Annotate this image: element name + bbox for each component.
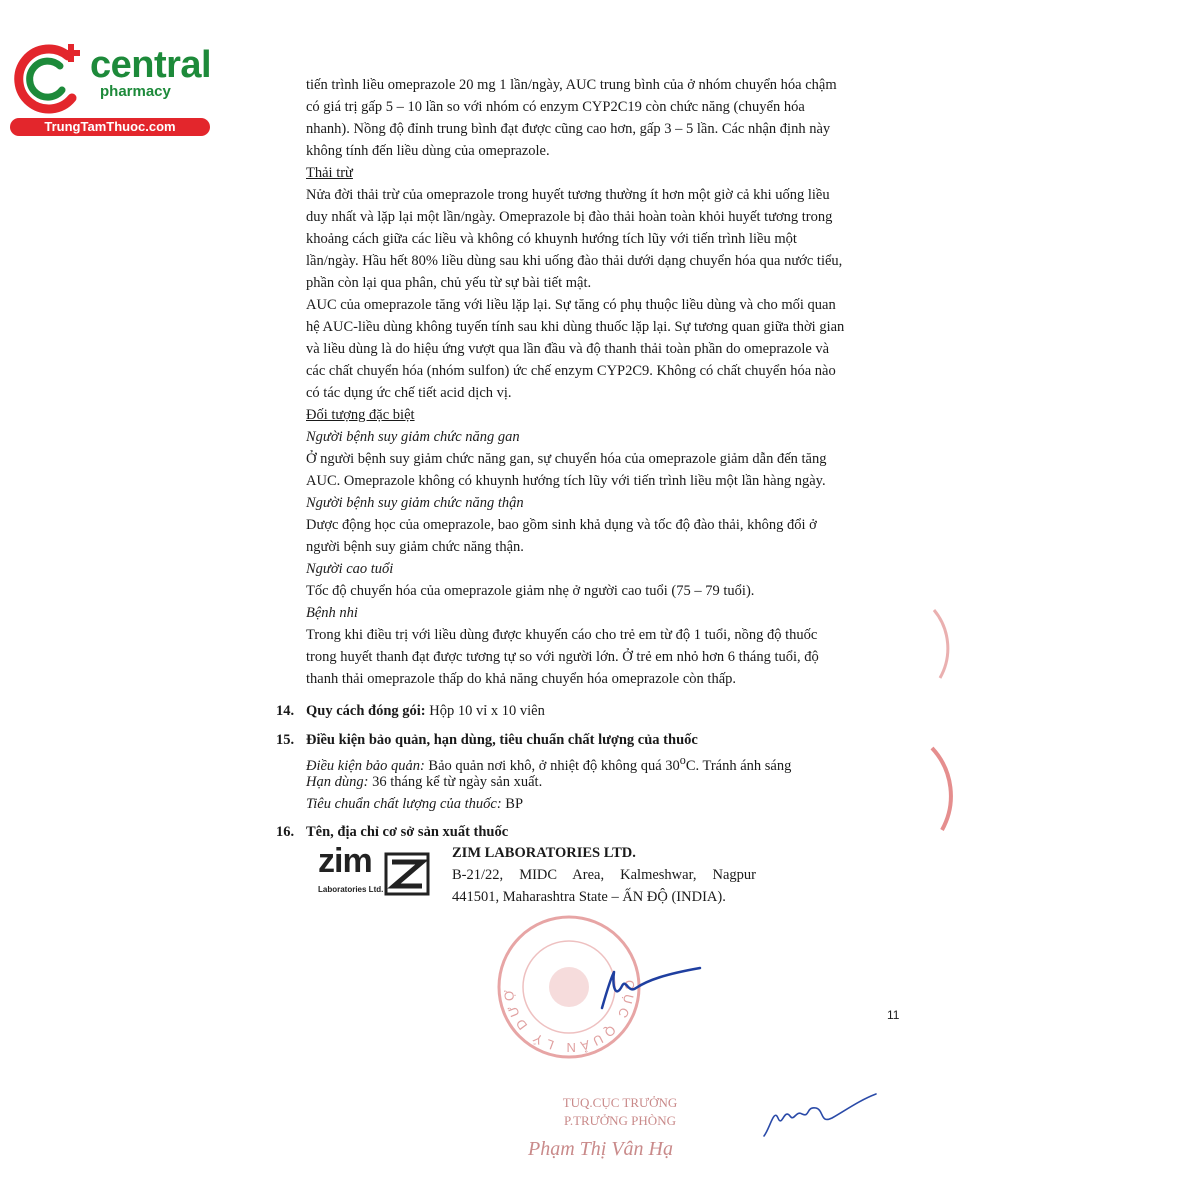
section-title: Quy cách đóng gói: — [306, 703, 426, 719]
address-line-2: 441501, Maharashtra State – ẤN ĐỘ (INDIA). — [452, 889, 726, 905]
elimination-heading: Thải trừ — [306, 165, 353, 181]
kidney-heading: Người bệnh suy giảm chức năng thận — [306, 495, 524, 511]
section-title: Điều kiện bảo quản, hạn dùng, tiêu chuẩn chất lượng của thuốc — [306, 732, 698, 748]
text-line: AUC. Omeprazole không có khuynh hướng tích lũy với tiến trình liều một lần hàng ngày. — [306, 473, 826, 489]
text-line: AUC của omeprazole tăng với liều lặp lại. Sự tăng có phụ thuộc liều dùng và cho mối quan — [306, 297, 836, 313]
text-line: không tính đến liều dùng của omeprazole. — [306, 143, 550, 159]
expiry-line — [306, 771, 542, 793]
stamp-ring-text: CỤC QUẢN LÝ DƯỢ — [500, 979, 638, 1056]
text-line: các chất chuyển hóa (nhóm sulfon) ức chế enzym CYP2C9. Không có chất chuyển hóa nào — [306, 363, 836, 379]
text-line: thanh thải omeprazole thấp do khả năng chuyển hóa omeprazole còn thấp. — [306, 671, 737, 687]
storage-text-a: Bảo quản nơi khô, ở nhiệt độ không quá 30 — [424, 757, 680, 774]
brand-subtitle: pharmacy — [100, 83, 171, 100]
storage-label: Điều kiện bảo quản: — [306, 757, 425, 774]
signature-2-icon — [760, 1088, 880, 1148]
elderly-heading: Người cao tuổi — [306, 561, 394, 577]
site-banner: TrungTamThuoc.com — [10, 118, 210, 136]
central-pharmacy-logo — [10, 40, 215, 140]
liver-heading: Người bệnh suy giảm chức năng gan — [306, 429, 520, 445]
section-14-packaging — [276, 700, 916, 722]
brand-name — [90, 46, 211, 100]
approval-title — [540, 1094, 700, 1130]
text-line: Dược động học của omeprazole, bao gồm sinh khả dụng và tốc độ đào thải, không đổi ở — [306, 517, 817, 533]
signature-1-icon — [596, 964, 706, 1014]
text-line: khoảng cách giữa các liều và không có khuynh hướng tích lũy với tiến trình liều một — [306, 231, 797, 247]
text-line: lần/ngày. Hầu hết 80% liều dùng sau khi uống đào thải dưới dạng chuyển hóa qua nước tiểu, — [306, 253, 843, 269]
pediatric-heading: Bệnh nhi — [306, 605, 358, 621]
right-stamp-edge-icon — [928, 744, 962, 834]
section-number: 14. — [276, 703, 295, 719]
special-populations-heading: Đối tượng đặc biệt — [306, 407, 415, 423]
manufacturer-address — [452, 842, 756, 908]
text-line: có giá trị gấp 5 – 10 lần so với nhóm có enzym CYP2C19 còn chức năng (chuyển hóa — [306, 99, 805, 115]
zim-logo-text: zim — [318, 842, 372, 880]
central-logo-icon — [10, 40, 90, 118]
section-15-storage — [276, 729, 916, 751]
text-line: hệ AUC-liều dùng không tuyến tính sau khi dùng thuốc lặp lại. Sự tương quan giữa thời gian — [306, 319, 845, 335]
text-line: Trong khi điều trị với liều dùng được khuyến cáo cho trẻ em từ độ 1 tuổi, nồng độ thuốc — [306, 627, 818, 643]
text-line: người bệnh suy giảm chức năng thận. — [306, 539, 524, 555]
section-number: 16. — [276, 824, 295, 840]
standard-text: BP — [501, 796, 524, 812]
text-line: Nửa đời thải trừ của omeprazole trong huyết tương thường ít hơn một giờ cả khi uống liều — [306, 187, 830, 203]
packaging-text: Hộp 10 vỉ x 10 viên — [425, 703, 545, 719]
text-line: phần còn lại qua phân, chủ yếu từ sự bài tiết mật. — [306, 275, 592, 291]
right-stamp-edge-icon — [930, 604, 960, 684]
text-line: và liều dùng là do hiệu ứng vượt qua lần đầu và độ thanh thải toàn phần do omeprazole và — [306, 341, 830, 357]
text-line: duy nhất và lặp lại một lần/ngày. Omeprazole bị đào thải hoàn toàn khỏi huyết tương trong — [306, 209, 833, 225]
standard-line — [306, 793, 523, 815]
section-title: Tên, địa chỉ cơ sở sản xuất thuốc — [306, 824, 509, 840]
brand-title: central — [90, 44, 212, 86]
text-line: trong huyết thanh đạt được tương tự so với người lớn. Ở trẻ em nhỏ hơn 6 tháng tuổi, độ — [306, 649, 819, 665]
text-line: có tác dụng ức chế tiết acid dịch vị. — [306, 385, 512, 401]
section-number: 15. — [276, 732, 295, 748]
address-line-1: B-21/22, MIDC Area, Kalmeshwar, Nagpur — [452, 867, 756, 883]
section-16-manufacturer — [276, 821, 916, 843]
degree-sup: o — [679, 753, 686, 767]
zim-logo-subtext: Laboratories Ltd. — [318, 885, 384, 894]
expiry-label: Hạn dùng: — [306, 774, 369, 790]
approval-line-1: TUQ.CỤC TRƯỞNG — [562, 1095, 678, 1110]
text-line: nhanh). Nồng độ đỉnh trung bình đạt được cũng cao hơn, gấp 3 – 5 lần. Các nhận định này — [306, 121, 831, 137]
company-name: ZIM LABORATORIES LTD. — [452, 845, 636, 861]
approver-name: Phạm Thị Vân Hạ — [528, 1138, 673, 1160]
approval-line-2: P.TRƯỞNG PHÒNG — [564, 1113, 676, 1128]
text-line: Ở người bệnh suy giảm chức năng gan, sự chuyển hóa của omeprazole giảm dẫn đến tăng — [306, 451, 827, 467]
text-line: tiến trình liều omeprazole 20 mg 1 lần/ngày, AUC trung bình của ở nhóm chuyển hóa chậm — [306, 77, 837, 93]
zim-logo — [318, 842, 430, 898]
text-line: Tốc độ chuyển hóa của omeprazole giảm nhẹ ở người cao tuổi (75 – 79 tuổi). — [306, 583, 755, 599]
storage-text-b: C. Tránh ánh sáng — [685, 757, 792, 774]
zim-mark-icon — [384, 852, 430, 896]
standard-label: Tiêu chuẩn chất lượng của thuốc: — [306, 796, 502, 812]
page-number: 11 — [887, 1008, 900, 1022]
expiry-text: 36 tháng kể từ ngày sản xuất. — [368, 774, 543, 790]
pharmacokinetics-section — [306, 74, 904, 690]
